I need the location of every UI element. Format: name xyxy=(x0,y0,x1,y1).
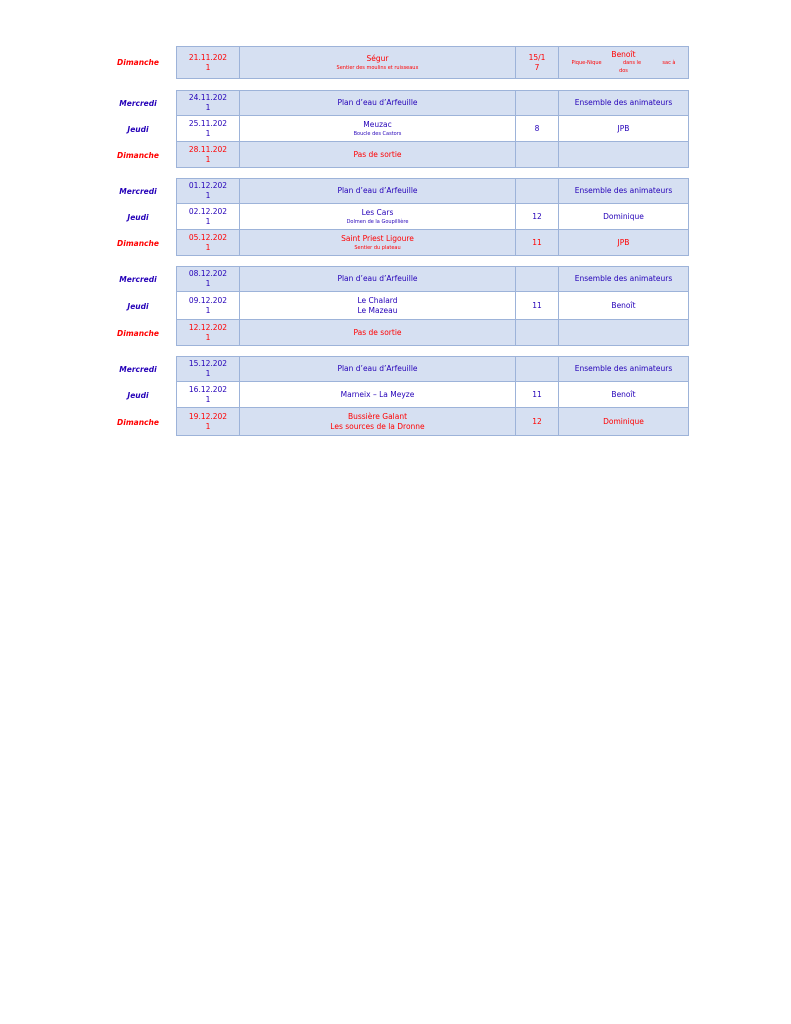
animator-name: Ensemble des animateurs xyxy=(574,98,673,107)
date-text: 05.12.202 xyxy=(188,232,228,242)
date-text-wrap: 1 xyxy=(205,421,211,431)
place-cell xyxy=(239,90,516,116)
schedule-group xyxy=(100,90,690,168)
place-name: Les Cars xyxy=(361,207,394,217)
distance-text: 8 xyxy=(534,123,540,133)
date-text: 16.12.202 xyxy=(188,384,228,394)
animator-cell xyxy=(558,90,689,116)
place-subtitle: Sentier du plateau xyxy=(354,244,401,251)
note-word: dos xyxy=(619,68,628,74)
day-label: Dimanche xyxy=(117,328,159,338)
table-row xyxy=(100,292,690,320)
distance-cell xyxy=(515,141,559,168)
table-row xyxy=(100,46,690,79)
day-label: Dimanche xyxy=(117,58,159,67)
day-label: Mercredi xyxy=(119,186,157,196)
animator-cell xyxy=(558,141,689,168)
animator-cell xyxy=(558,319,689,346)
animator-name: Ensemble des animateurs xyxy=(574,364,673,373)
place-name: Le Chalard xyxy=(357,295,398,305)
distance-cell xyxy=(515,381,559,408)
animator-cell xyxy=(558,407,689,436)
date-text-wrap: 1 xyxy=(205,394,211,404)
animator-cell xyxy=(558,291,689,320)
place-name: Saint Priest Ligoure xyxy=(341,233,414,243)
animator-cell xyxy=(558,266,689,292)
distance-text: 12 xyxy=(532,211,542,221)
place-name: Plan d’eau d’Arfeuille xyxy=(337,98,418,107)
table-row xyxy=(100,230,690,256)
table-row xyxy=(100,408,690,436)
table-row xyxy=(100,266,690,292)
animator-name: Ensemble des animateurs xyxy=(574,274,673,283)
date-text-wrap: 1 xyxy=(205,216,211,226)
date-text: 19.12.202 xyxy=(188,411,228,421)
date-text: 15.12.202 xyxy=(188,359,228,368)
table-row xyxy=(100,320,690,346)
animator-name: Dominique xyxy=(603,416,644,426)
place-name: Ségur xyxy=(366,53,389,63)
place-name: Plan d’eau d’Arfeuille xyxy=(337,274,418,283)
place-subtitle: Dolmen de la Goupillière xyxy=(346,218,409,225)
table-row xyxy=(100,142,690,168)
date-cell xyxy=(176,178,240,204)
day-label: Mercredi xyxy=(119,274,157,284)
place-name: Meuzac xyxy=(363,119,392,129)
date-text-wrap: 1 xyxy=(205,62,211,72)
distance-cell xyxy=(515,229,559,256)
animator-name: JPB xyxy=(617,123,630,133)
date-cell xyxy=(176,266,240,292)
date-cell xyxy=(176,229,240,256)
animator-cell xyxy=(558,356,689,382)
date-text: 28.11.202 xyxy=(188,144,228,154)
day-label: Jeudi xyxy=(127,301,149,311)
date-text-wrap: 1 xyxy=(205,103,211,112)
date-text: 01.12.202 xyxy=(188,181,228,190)
animator-cell xyxy=(558,229,689,256)
place-name: Pas de sortie xyxy=(353,327,402,337)
place-cell xyxy=(239,319,516,346)
animator-cell xyxy=(558,115,689,142)
date-text-wrap: 1 xyxy=(205,332,211,342)
animator-cell xyxy=(558,178,689,204)
distance-text: 11 xyxy=(532,389,542,399)
animator-cell xyxy=(558,203,689,230)
table-row xyxy=(100,90,690,116)
schedule-group xyxy=(100,46,690,79)
note-word: sac à xyxy=(662,60,676,66)
distance-cell xyxy=(515,203,559,230)
place-subtitle: Boucle des Castors xyxy=(353,130,402,137)
animator-name: JPB xyxy=(617,237,630,247)
place-name: Bussière Galant xyxy=(347,411,408,421)
place-name: Pas de sortie xyxy=(353,149,402,159)
distance-cell xyxy=(515,356,559,382)
table-row xyxy=(100,116,690,142)
date-text: 21.11.202 xyxy=(188,52,228,62)
date-text: 08.12.202 xyxy=(188,269,228,278)
day-label: Dimanche xyxy=(117,150,159,160)
date-text: 25.11.202 xyxy=(188,118,228,128)
date-cell xyxy=(176,356,240,382)
distance-cell xyxy=(515,90,559,116)
place-cell xyxy=(239,46,516,79)
table-row xyxy=(100,204,690,230)
note-word: Pique-Nique xyxy=(571,60,602,66)
table-row xyxy=(100,382,690,408)
day-label: Jeudi xyxy=(127,212,149,222)
distance-cell xyxy=(515,178,559,204)
date-cell xyxy=(176,381,240,408)
distance-cell xyxy=(515,407,559,436)
date-text: 24.11.202 xyxy=(188,93,228,102)
day-label: Mercredi xyxy=(119,98,157,108)
distance-text: 12 xyxy=(532,416,542,426)
distance-cell xyxy=(515,291,559,320)
place-name-2: Le Mazeau xyxy=(357,305,398,315)
place-cell xyxy=(239,381,516,408)
date-text-wrap: 1 xyxy=(205,154,211,164)
date-cell xyxy=(176,407,240,436)
place-name: Plan d’eau d’Arfeuille xyxy=(337,186,418,195)
place-cell xyxy=(239,407,516,436)
date-cell xyxy=(176,203,240,230)
day-label: Jeudi xyxy=(127,124,149,134)
date-cell xyxy=(176,46,240,79)
place-cell xyxy=(239,266,516,292)
place-name: Plan d’eau d’Arfeuille xyxy=(337,364,418,373)
place-cell xyxy=(239,115,516,142)
distance-cell xyxy=(515,266,559,292)
animator-name: Benoît xyxy=(611,389,636,399)
place-cell xyxy=(239,203,516,230)
day-label: Dimanche xyxy=(117,417,159,427)
animator-cell xyxy=(558,46,689,79)
place-cell xyxy=(239,291,516,320)
place-cell xyxy=(239,178,516,204)
distance-cell xyxy=(515,46,559,79)
place-subtitle: Sentier des moulins et ruisseaux xyxy=(336,64,419,71)
schedule-group xyxy=(100,178,690,256)
date-text: 12.12.202 xyxy=(188,322,228,332)
date-text-wrap: 1 xyxy=(205,242,211,252)
distance-text-wrap: 7 xyxy=(534,62,540,72)
note-word: dans le xyxy=(622,60,642,66)
place-name: Marneix – La Meyze xyxy=(340,389,415,399)
animator-name: Benoît xyxy=(611,300,636,310)
day-label: Dimanche xyxy=(117,238,159,248)
table-row xyxy=(100,178,690,204)
date-cell xyxy=(176,115,240,142)
date-cell xyxy=(176,90,240,116)
distance-cell xyxy=(515,115,559,142)
animator-cell xyxy=(558,381,689,408)
distance-cell xyxy=(515,319,559,346)
schedule-group xyxy=(100,266,690,346)
day-label: Mercredi xyxy=(119,364,157,374)
place-cell xyxy=(239,229,516,256)
day-label: Jeudi xyxy=(127,390,149,400)
date-cell xyxy=(176,141,240,168)
date-text: 02.12.202 xyxy=(188,206,228,216)
date-text-wrap: 1 xyxy=(205,128,211,138)
animator-name: Ensemble des animateurs xyxy=(574,186,673,195)
date-text-wrap: 1 xyxy=(205,305,211,315)
date-text: 09.12.202 xyxy=(188,295,228,305)
date-text-wrap: 1 xyxy=(205,369,211,378)
animator-name: Benoît xyxy=(611,50,636,59)
date-text-wrap: 1 xyxy=(205,191,211,200)
date-text-wrap: 1 xyxy=(205,279,211,288)
table-row xyxy=(100,356,690,382)
date-cell xyxy=(176,319,240,346)
animator-name: Dominique xyxy=(603,211,644,221)
distance-text: 15/1 xyxy=(528,52,546,62)
schedule-group xyxy=(100,356,690,436)
place-cell xyxy=(239,356,516,382)
place-name-2: Les sources de la Dronne xyxy=(330,421,425,431)
animator-note xyxy=(572,60,676,67)
distance-text: 11 xyxy=(532,237,542,247)
date-cell xyxy=(176,291,240,320)
place-cell xyxy=(239,141,516,168)
distance-text: 11 xyxy=(532,300,542,310)
